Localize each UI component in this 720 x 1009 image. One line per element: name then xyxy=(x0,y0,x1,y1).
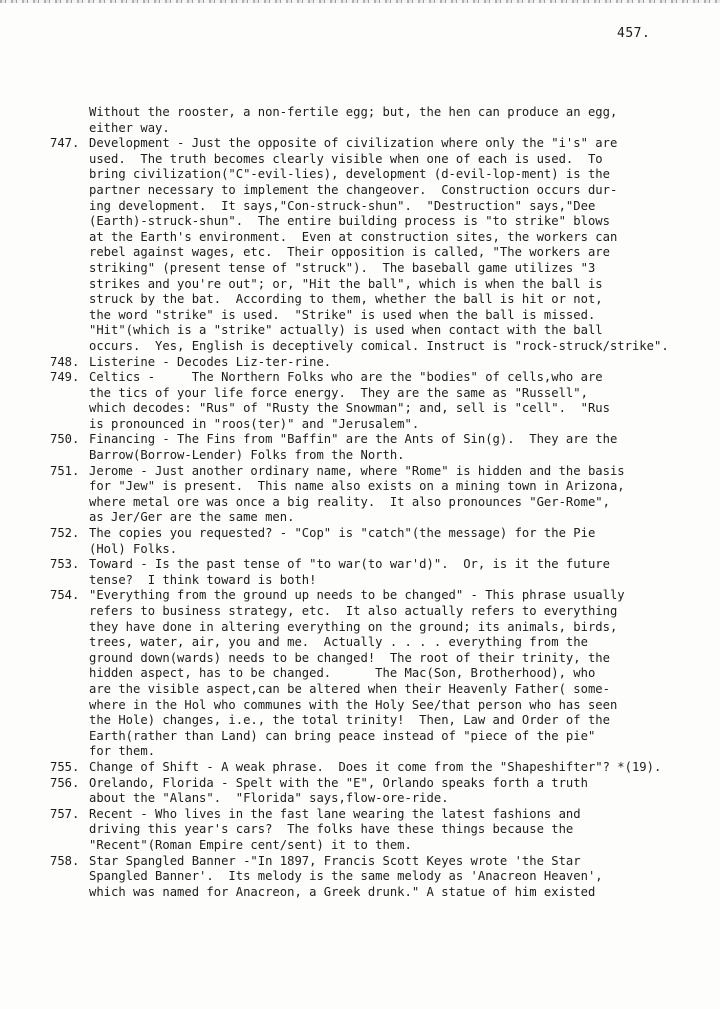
text-line: tense? I think toward is both! xyxy=(89,572,317,587)
text-line: The copies you requested? - "Cop" is "catch"(the message) for the Pie xyxy=(89,526,596,541)
entry-paragraph xyxy=(50,355,700,371)
text-line: Without the rooster, a non-fertile egg; but, the hen can produce an egg, xyxy=(89,105,618,119)
text-line: the Hole) changes, i.e., the total trinity! Then, Law and Order of the xyxy=(89,713,610,728)
entry-paragraph xyxy=(50,136,700,354)
text-line: striking" (present tense of "struck"). The baseball game utilizes "3 xyxy=(89,260,596,275)
text-line: (Earth)-struck-shun". The entire building process is "to strike" blows xyxy=(89,214,610,229)
entry-text xyxy=(89,370,700,432)
entry-paragraph xyxy=(50,760,700,776)
entry-paragraph xyxy=(50,776,700,807)
entry-text xyxy=(89,557,700,588)
entry-text xyxy=(89,776,700,807)
entry-text xyxy=(89,526,700,557)
text-line: the word "strike" is used. "Strike" is used when the ball is missed. xyxy=(89,307,596,322)
entry-list xyxy=(50,136,700,900)
text-line: Barrow(Borrow-Lender) Folks from the North. xyxy=(89,448,405,463)
text-line: Listerine - Decodes Liz-ter-rine. xyxy=(89,354,332,369)
entry-number: 753. xyxy=(50,557,80,572)
text-line: Change of Shift - A weak phrase. Does it come from the "Shapeshifter"? *(19). xyxy=(89,759,662,774)
text-line: where metal ore was once a big reality. It also pronounces "Ger-Rome", xyxy=(89,494,610,509)
entry-paragraph xyxy=(50,464,700,526)
text-line: driving this year's cars? The folks have these things because the xyxy=(89,822,574,837)
text-line: used. The truth becomes clearly visible when one of each is used. To xyxy=(89,151,603,166)
intro-paragraph xyxy=(50,105,700,136)
text-line: Financing - The Fins from "Baffin" are the Ants of Sin(g). They are the xyxy=(89,432,618,447)
text-line: Spangled Banner'. Its melody is the same melody as 'Anacreon Heaven', xyxy=(89,869,603,884)
entry-number: 748. xyxy=(50,354,80,369)
entry-text xyxy=(89,760,700,776)
entry-paragraph xyxy=(50,526,700,557)
entry-paragraph xyxy=(50,432,700,463)
entry-paragraph xyxy=(50,557,700,588)
text-line: bring civilization("C"-evil-lies), development (d-evil-lop-ment) is the xyxy=(89,167,610,182)
text-line: is pronounced in "roos(ter)" and "Jerusalem". xyxy=(89,416,420,431)
text-line: Star Spangled Banner -"In 1897, Francis Scott Keyes wrote 'the Star xyxy=(89,853,581,868)
text-line: about the "Alans". "Florida" says,flow-ore-ride. xyxy=(89,791,449,806)
entry-text xyxy=(89,588,700,760)
entry-text xyxy=(89,355,700,371)
text-line: "Everything from the ground up needs to be changed" - This phrase usually xyxy=(89,588,625,603)
text-line: partner necessary to implement the changeover. Construction occurs dur- xyxy=(89,182,618,197)
entry-number: 750. xyxy=(50,432,80,447)
text-line: "Hit"(which is a "strike" actually) is used when contact with the ball xyxy=(89,323,603,338)
document-body xyxy=(50,105,700,900)
text-line: for "Jew" is present. This name also exists on a mining town in Arizona, xyxy=(89,479,625,494)
text-line: Recent - Who lives in the fast lane wearing the latest fashions and xyxy=(89,806,581,821)
text-line: "Recent"(Roman Empire cent/sent) it to them. xyxy=(89,837,412,852)
entry-number: 757. xyxy=(50,806,80,821)
entry-number: 751. xyxy=(50,463,80,478)
entry-paragraph xyxy=(50,854,700,901)
text-line: they have done in altering everything on the ground; its animals, birds, xyxy=(89,619,618,634)
entry-text xyxy=(89,807,700,854)
entry-number: 752. xyxy=(50,526,80,541)
text-line: ing development. It says,"Con-struck-shun". "Destruction" says,"Dee xyxy=(89,198,596,213)
text-line: rebel against wages, etc. Their opposition is called, "The workers are xyxy=(89,245,610,260)
text-line: which decodes: "Rus" of "Rusty the Snowman"; and, sell is "cell". "Rus xyxy=(89,401,610,416)
page-number: 457. xyxy=(617,26,651,41)
text-line: for them. xyxy=(89,744,156,759)
text-line: which was named for Anacreon, a Greek drunk." A statue of him existed xyxy=(89,884,596,899)
text-line: strikes and you're out"; or, "Hit the ball", which is when the ball is xyxy=(89,276,603,291)
text-line: as Jer/Ger are the same men. xyxy=(89,510,295,525)
entry-text xyxy=(89,136,700,354)
text-line: are the visible aspect,can be altered when their Heavenly Father( some- xyxy=(89,681,610,696)
text-line: Development - Just the opposite of civilization where only the "i's" are xyxy=(89,136,618,151)
text-line: hidden aspect, has to be changed. The Mac(Son, Brotherhood), who xyxy=(89,666,596,681)
text-line: Orelando, Florida - Spelt with the "E", Orlando speaks forth a truth xyxy=(89,775,588,790)
entry-number: 755. xyxy=(50,759,80,774)
text-line: Earth(rather than Land) can bring peace instead of "piece of the pie" xyxy=(89,728,596,743)
entry-number: 754. xyxy=(50,588,80,603)
text-line: ground down(wards) needs to be changed! The root of their trinity, the xyxy=(89,650,610,665)
text-line: (Hol) Folks. xyxy=(89,541,178,556)
text-line: the tics of your life force energy. They are the same as "Russell", xyxy=(89,385,588,400)
text-line: trees, water, air, you and me. Actually . . . . everything from the xyxy=(89,635,588,650)
text-line: Jerome - Just another ordinary name, where "Rome" is hidden and the basis xyxy=(89,463,625,478)
text-line: Celtics - The Northern Folks who are the "bodies" of cells,who are xyxy=(89,370,603,385)
text-line: where in the Hol who communes with the Holy See/that person who has seen xyxy=(89,697,618,712)
entry-paragraph xyxy=(50,807,700,854)
scan-top-edge xyxy=(0,0,720,3)
entry-number: 756. xyxy=(50,775,80,790)
entry-paragraph xyxy=(50,370,700,432)
entry-number: 758. xyxy=(50,853,80,868)
entry-text xyxy=(89,432,700,463)
entry-paragraph xyxy=(50,588,700,760)
text-line: refers to business strategy, etc. It also actually refers to everything xyxy=(89,604,618,618)
text-line: either way. xyxy=(89,120,170,135)
text-line: struck by the bat. According to them, whether the ball is hit or not, xyxy=(89,292,603,307)
entry-text xyxy=(89,854,700,901)
entry-number: 747. xyxy=(50,136,80,151)
text-line: Toward - Is the past tense of "to war(to war'd)". Or, is it the future xyxy=(89,557,610,572)
entry-number: 749. xyxy=(50,370,80,385)
text-line: occurs. Yes, English is deceptively comical. Instruct is "rock-struck/strike". xyxy=(89,338,669,353)
entry-text xyxy=(89,464,700,526)
text-line: at the Earth's environment. Even at construction sites, the workers can xyxy=(89,229,618,244)
